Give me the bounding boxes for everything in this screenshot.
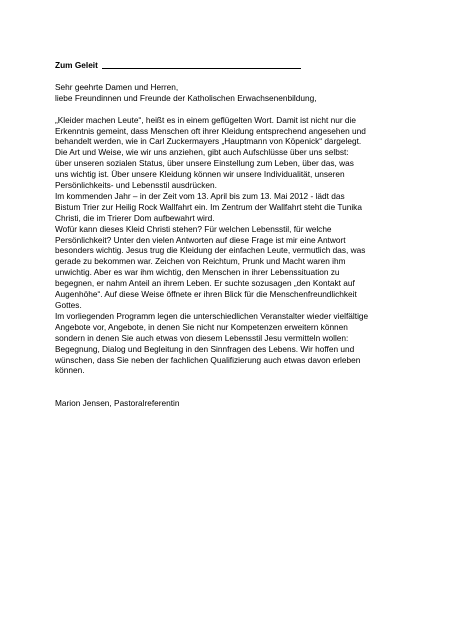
body-line: Gottes. (55, 300, 82, 310)
body-line: besonders wichtig. Jesus trug die Kleidung der einfachen Leute, vermutlich das, was (55, 245, 366, 256)
body-line: „Kleider machen Leute“, heißt es in einem geflügelten Wort. Damit ist nicht nur die (55, 114, 356, 125)
body-text (55, 115, 422, 377)
body-line: Christi, die im Trierer Dom aufbewahrt wird. (55, 212, 215, 223)
body-line: sondern in denen Sie auch etwas von diesem Lebensstil Jesu vermitteln wollen: (55, 332, 349, 343)
body-line: Augenhöhe“. Auf diese Weise öffnete er ihren Blick für die Menschenfreundlichkeit (55, 289, 357, 300)
body-line: Die Art und Weise, wie wir uns anziehen, gibt auch Aufschlüsse über uns selbst: (55, 147, 349, 158)
body-line: Wofür kann dieses Kleid Christi stehen? Für welchen Lebensstil, für welche (55, 223, 332, 234)
salutation-line: liebe Freundinnen und Freunde der Katholischen Erwachsenenbildung, (55, 92, 317, 103)
body-line: Begegnung, Dialog und Begleitung in den Sinnfragen des Lebens. Wir hoffen und (55, 343, 355, 354)
body-line: Im vorliegenden Programm legen die unterschiedlichen Veranstalter wieder vielfältige (55, 310, 369, 321)
body-line: Im kommenden Jahr – in der Zeit vom 13. April bis zum 13. Mai 2012 - lädt das (55, 190, 345, 201)
body-line: unwichtig. Aber es war ihm wichtig, den Menschen in ihrer Lebenssituation zu (55, 267, 340, 278)
body-line: wünschen, dass Sie neben der fachlichen Qualifizierung auch etwas davon erleben (55, 354, 361, 365)
body-line: Erkenntnis gemeint, dass Menschen oft ihrer Kleidung entsprechend angesehen und (55, 125, 366, 136)
body-line: behandelt werden, wie in Carl Zuckermayers „Hauptmann von Köpenick“ dargelegt. (55, 136, 362, 147)
body-line: Bistum Trier zur Heilig Rock Wallfahrt ein. Im Zentrum der Wallfahrt steht die Tunika (55, 201, 362, 212)
title-underline (102, 68, 301, 69)
body-line: können. (55, 365, 85, 376)
document-title: Zum Geleit (55, 60, 98, 70)
body-line: uns wichtig ist. Über unsere Kleidung können wir unsere Individualität, unseren (55, 169, 345, 180)
salutation (55, 82, 422, 104)
signature-block (55, 398, 422, 409)
signature: Marion Jensen, Pastoralreferentin (55, 398, 180, 409)
body-line: Angebote vor, Angebote, in denen Sie nicht nur Kompetenzen erweitern können (55, 321, 348, 332)
body-line: begegnen, er nahm Anteil an ihrem Leben. Er suchte sozusagen „den Kontakt auf (55, 278, 355, 289)
salutation-line: Sehr geehrte Damen und Herren, (55, 81, 179, 92)
body-line: Persönlichkeits- und Lebensstil ausdrücken. (55, 180, 217, 191)
heading (55, 60, 422, 71)
body-line: gerade zu bekommen war. Zeichen von Reichtum, Prunk und Macht waren ihm (55, 256, 346, 267)
body-line: über unseren sozialen Status, über unsere Einstellung zum Leben, über das, was (55, 158, 354, 169)
body-line: Persönlichkeit? Unter den vielen Antworten auf diese Frage ist mir eine Antwort (55, 234, 346, 245)
